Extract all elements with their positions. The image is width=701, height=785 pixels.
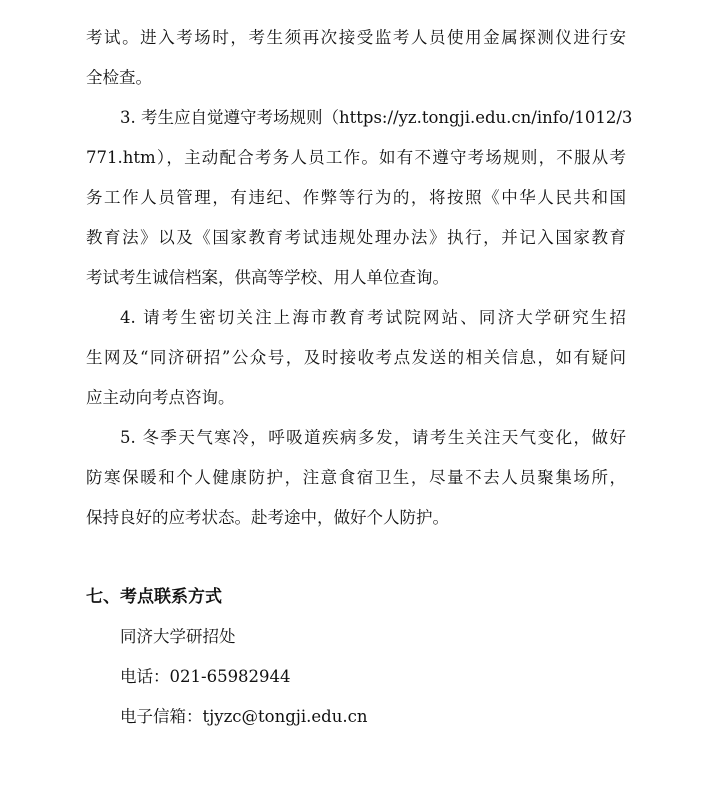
contact-email: 电子信箱：tjyzc@tongji.edu.cn [120, 707, 368, 726]
paragraph-line: 5. 冬季天气寒冷，呼吸道疾病多发，请考生关注天气变化，做好 [120, 428, 626, 447]
section-heading: 七、考点联系方式 [86, 587, 222, 607]
paragraph-line: 保持良好的应考状态。赴考途中，做好个人防护。 [86, 508, 449, 527]
paragraph-line: 考试考生诚信档案，供高等学校、用人单位查询。 [86, 268, 449, 287]
paragraph-line: 务工作人员管理，有违纪、作弊等行为的，将按照《中华人民共和国 [86, 188, 626, 207]
paragraph-line: 应主动向考点咨询。 [86, 388, 235, 407]
contact-phone: 电话：021-65982944 [120, 667, 291, 686]
paragraph-line: 教育法》以及《国家教育考试违规处理办法》执行，并记入国家教育 [86, 228, 626, 247]
paragraph-line: 生网及“同济研招”公众号，及时接收考点发送的相关信息，如有疑问 [86, 348, 626, 367]
paragraph-line: 考试。进入考场时，考生须再次接受监考人员使用金属探测仪进行安 [86, 28, 626, 47]
paragraph-line: 3. 考生应自觉遵守考场规则（https://yz.tongji.edu.cn/info/1012/3 [120, 108, 633, 127]
contact-office: 同济大学研招处 [120, 627, 236, 646]
paragraph-line: 771.htm），主动配合考务人员工作。如有不遵守考场规则，不服从考 [86, 148, 626, 167]
paragraph-line: 4. 请考生密切关注上海市教育考试院网站、同济大学研究生招 [120, 308, 626, 327]
paragraph-line: 全检查。 [86, 68, 152, 87]
paragraph-line: 防寒保暖和个人健康防护，注意食宿卫生，尽量不去人员聚集场所， [86, 468, 626, 487]
